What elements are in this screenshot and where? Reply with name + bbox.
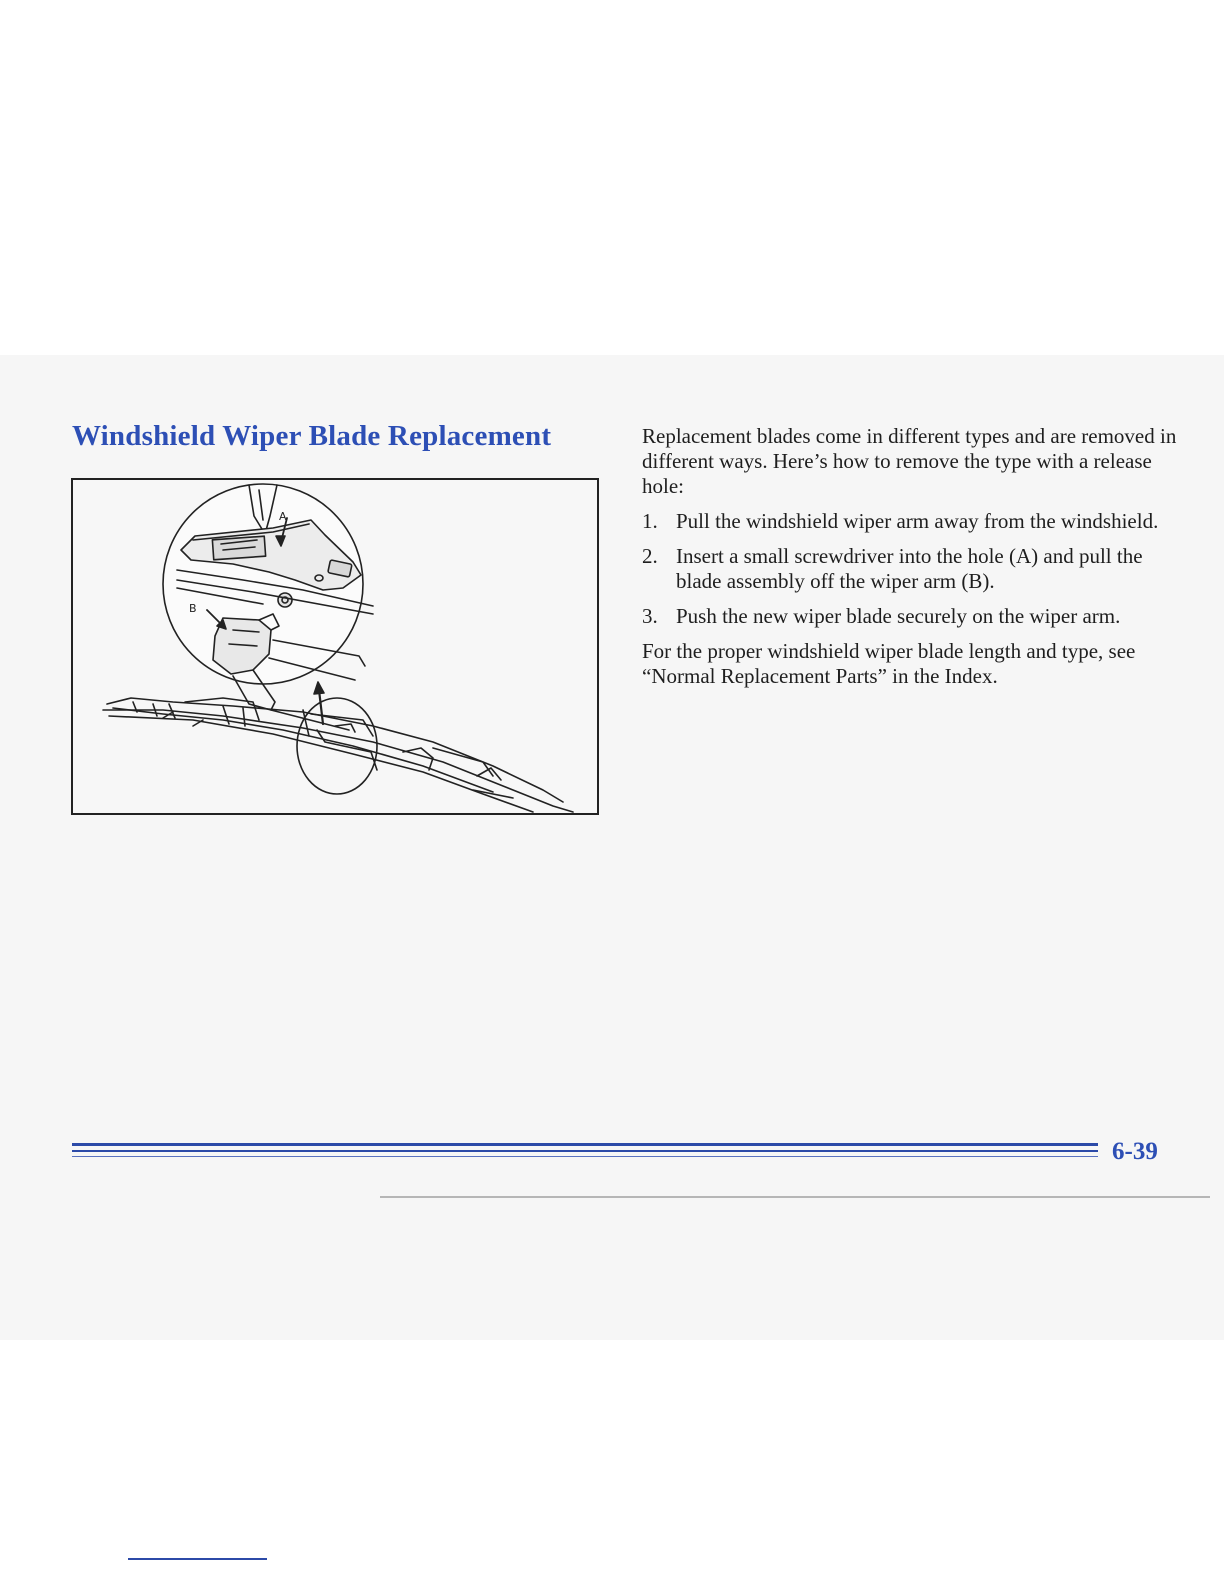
step-text: Pull the windshield wiper arm away from the windshield. — [676, 509, 1159, 533]
steps-list — [642, 509, 1182, 629]
step-item — [642, 604, 1182, 629]
step-number: 2. — [642, 544, 658, 568]
closing-paragraph: For the proper windshield wiper blade length and type, see “Normal Replacement Parts” in the Index. — [642, 639, 1136, 688]
footer-rule — [72, 1143, 1098, 1146]
wiper-blade-illustration — [71, 478, 599, 815]
step-text: Insert a small screwdriver into the hole (A) and pull the blade assembly off the wiper arm (B). — [676, 544, 1143, 593]
footer-rule — [72, 1150, 1098, 1152]
intro-paragraph: Replacement blades come in different types and are removed in different ways. Here’s how to remove the type with a release hole: — [642, 424, 1177, 498]
section-title: Windshield Wiper Blade Replacement — [72, 420, 552, 452]
scan-edge-line — [380, 1196, 1210, 1198]
step-item — [642, 509, 1182, 534]
step-number: 3. — [642, 604, 658, 628]
step-text: Push the new wiper blade securely on the wiper arm. — [676, 604, 1121, 628]
step-item — [642, 544, 1182, 594]
footer-rule — [72, 1156, 1098, 1157]
page-number: 6-39 — [1112, 1138, 1158, 1165]
step-number: 1. — [642, 509, 658, 533]
figure-label-b: B — [189, 602, 197, 615]
bottom-rule — [128, 1558, 267, 1560]
instructions-column — [642, 424, 1182, 699]
figure-label-a: A — [279, 510, 287, 523]
